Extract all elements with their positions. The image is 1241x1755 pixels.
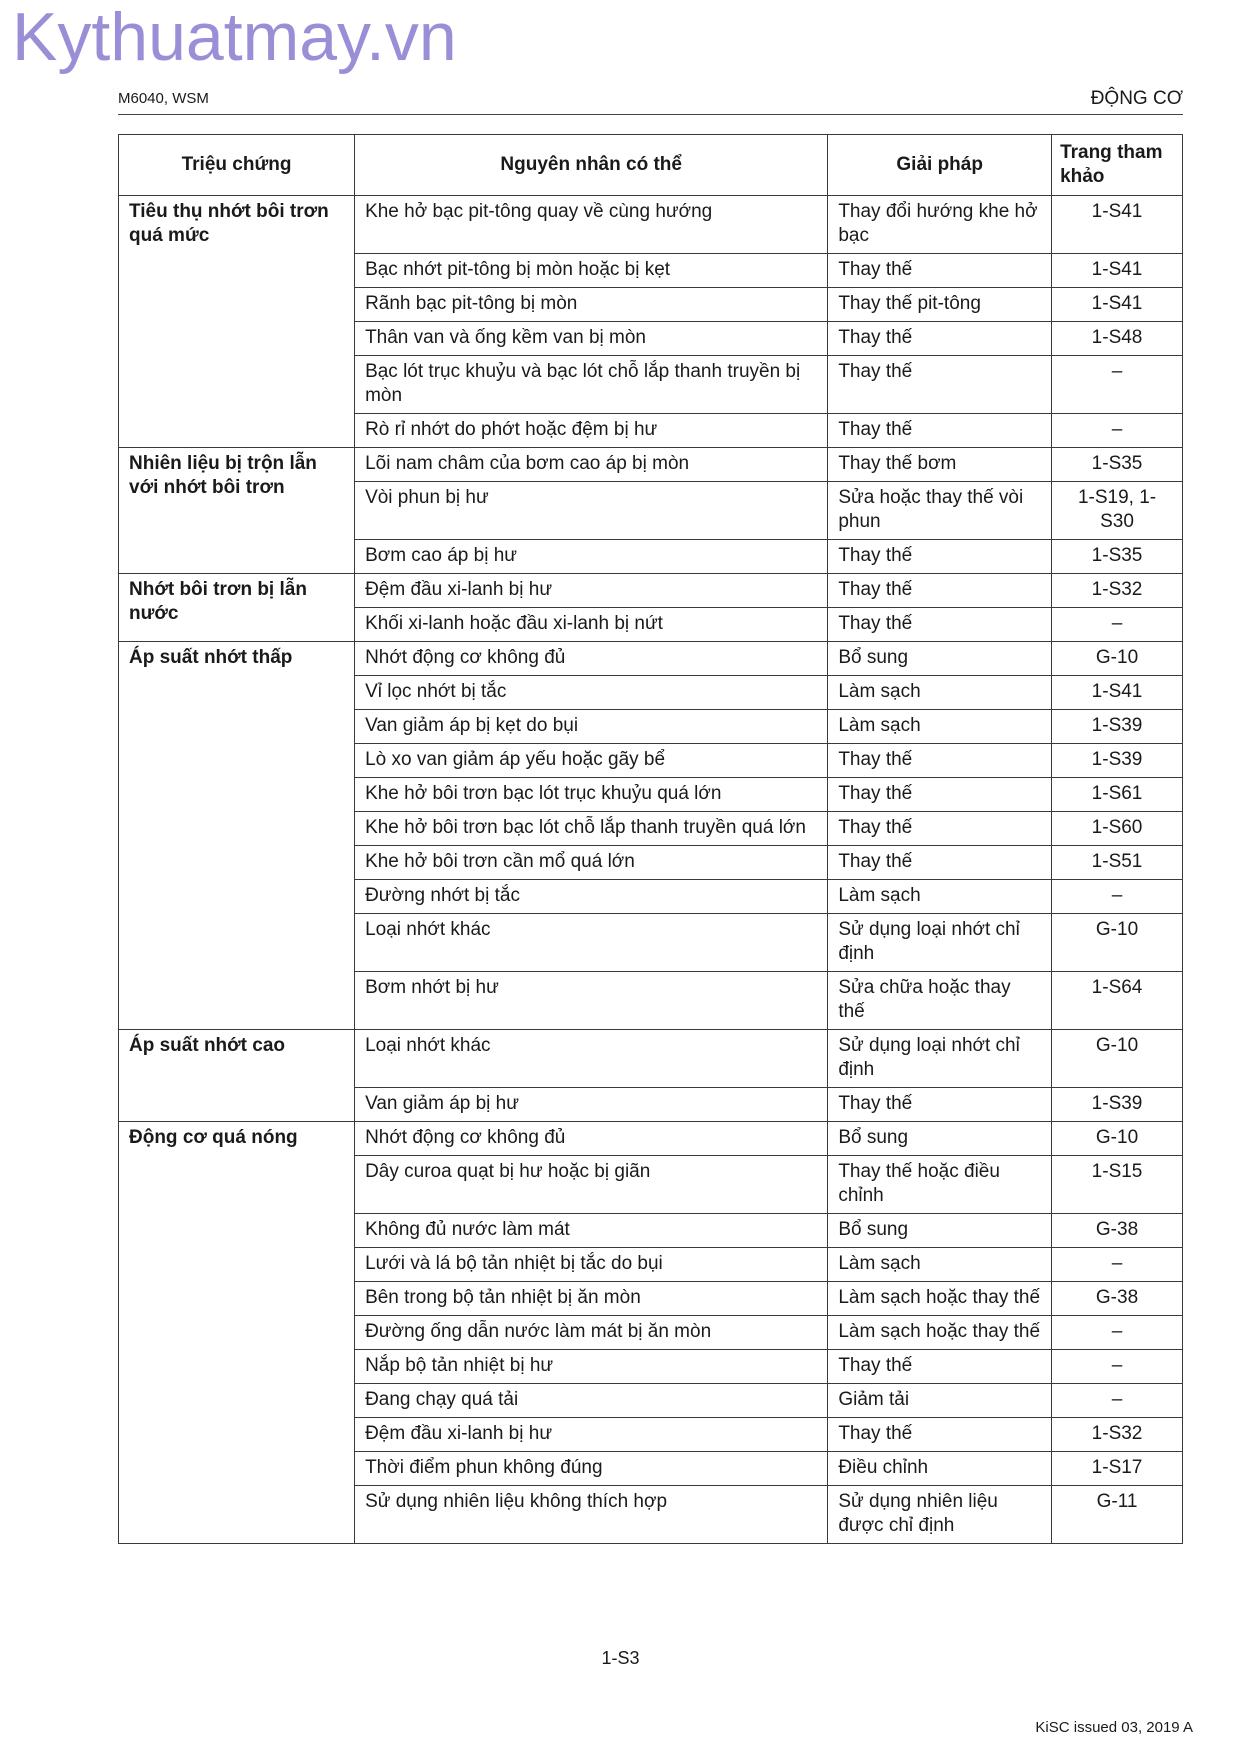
cause-cell: Van giảm áp bị hư <box>355 1088 828 1122</box>
reference-cell: 1-S19, 1-S30 <box>1052 482 1183 540</box>
table-row <box>119 1030 1183 1088</box>
reference-cell: – <box>1052 608 1183 642</box>
reference-cell: 1-S41 <box>1052 288 1183 322</box>
reference-cell: G-10 <box>1052 642 1183 676</box>
reference-cell: 1-S41 <box>1052 196 1183 254</box>
issued-note: KiSC issued 03, 2019 A <box>1035 1719 1193 1736</box>
cause-cell: Khe hở bạc pit-tông quay về cùng hướng <box>355 196 828 254</box>
header-section: ĐỘNG CƠ <box>1090 88 1183 109</box>
solution-cell: Thay đổi hướng khe hở bạc <box>828 196 1052 254</box>
reference-cell: G-10 <box>1052 914 1183 972</box>
symptom-cell: Nhiên liệu bị trộn lẫn với nhớt bôi trơn <box>119 448 355 574</box>
cause-cell: Đệm đầu xi-lanh bị hư <box>355 574 828 608</box>
reference-cell: 1-S41 <box>1052 676 1183 710</box>
reference-cell: 1-S35 <box>1052 540 1183 574</box>
cause-cell: Đường ống dẫn nước làm mát bị ăn mòn <box>355 1316 828 1350</box>
symptom-cell: Nhớt bôi trơn bị lẫn nước <box>119 574 355 642</box>
solution-cell: Thay thế <box>828 322 1052 356</box>
reference-cell: 1-S32 <box>1052 574 1183 608</box>
cause-cell: Nắp bộ tản nhiệt bị hư <box>355 1350 828 1384</box>
reference-cell: 1-S60 <box>1052 812 1183 846</box>
cause-cell: Đệm đầu xi-lanh bị hư <box>355 1418 828 1452</box>
reference-cell: 1-S61 <box>1052 778 1183 812</box>
solution-cell: Thay thế bơm <box>828 448 1052 482</box>
cause-cell: Vỉ lọc nhớt bị tắc <box>355 676 828 710</box>
solution-cell: Giảm tải <box>828 1384 1052 1418</box>
solution-cell: Làm sạch <box>828 880 1052 914</box>
column-header-solution: Giải pháp <box>828 135 1052 196</box>
reference-cell: – <box>1052 414 1183 448</box>
solution-cell: Thay thế <box>828 254 1052 288</box>
cause-cell: Không đủ nước làm mát <box>355 1214 828 1248</box>
reference-cell: – <box>1052 1384 1183 1418</box>
reference-cell: 1-S41 <box>1052 254 1183 288</box>
solution-cell: Thay thế <box>828 1418 1052 1452</box>
reference-cell: G-38 <box>1052 1282 1183 1316</box>
cause-cell: Khối xi-lanh hoặc đầu xi-lanh bị nứt <box>355 608 828 642</box>
reference-cell: – <box>1052 1350 1183 1384</box>
solution-cell: Làm sạch hoặc thay thế <box>828 1316 1052 1350</box>
reference-cell: G-38 <box>1052 1214 1183 1248</box>
solution-cell: Thay thế <box>828 608 1052 642</box>
reference-cell: 1-S51 <box>1052 846 1183 880</box>
cause-cell: Đường nhớt bị tắc <box>355 880 828 914</box>
symptom-cell: Động cơ quá nóng <box>119 1122 355 1544</box>
cause-cell: Sử dụng nhiên liệu không thích hợp <box>355 1486 828 1544</box>
cause-cell: Van giảm áp bị kẹt do bụi <box>355 710 828 744</box>
table-body <box>119 196 1183 1544</box>
watermark: Kythuatmay.vn <box>12 0 457 75</box>
header-divider <box>118 114 1183 115</box>
page-number: 1-S3 <box>601 1648 640 1668</box>
reference-cell: 1-S17 <box>1052 1452 1183 1486</box>
header-model: M6040, WSM <box>118 90 209 107</box>
cause-cell: Loại nhớt khác <box>355 1030 828 1088</box>
symptom-cell: Tiêu thụ nhớt bôi trơn quá mức <box>119 196 355 448</box>
reference-cell: G-11 <box>1052 1486 1183 1544</box>
cause-cell: Khe hở bôi trơn cần mổ quá lớn <box>355 846 828 880</box>
table-row <box>119 448 1183 482</box>
reference-cell: – <box>1052 1248 1183 1282</box>
reference-cell: 1-S39 <box>1052 710 1183 744</box>
reference-cell: – <box>1052 356 1183 414</box>
reference-cell: 1-S64 <box>1052 972 1183 1030</box>
troubleshooting-table <box>118 134 1183 1544</box>
solution-cell: Thay thế <box>828 414 1052 448</box>
solution-cell: Thay thế <box>828 1350 1052 1384</box>
solution-cell: Thay thế pit-tông <box>828 288 1052 322</box>
cause-cell: Lò xo van giảm áp yếu hoặc gãy bể <box>355 744 828 778</box>
cause-cell: Dây curoa quạt bị hư hoặc bị giãn <box>355 1156 828 1214</box>
cause-cell: Khe hở bôi trơn bạc lót trục khuỷu quá lớn <box>355 778 828 812</box>
cause-cell: Rò rỉ nhớt do phớt hoặc đệm bị hư <box>355 414 828 448</box>
reference-cell: 1-S15 <box>1052 1156 1183 1214</box>
reference-cell: – <box>1052 880 1183 914</box>
solution-cell: Sử dụng loại nhớt chỉ định <box>828 1030 1052 1088</box>
cause-cell: Nhớt động cơ không đủ <box>355 1122 828 1156</box>
cause-cell: Đang chạy quá tải <box>355 1384 828 1418</box>
cause-cell: Bạc nhớt pit-tông bị mòn hoặc bị kẹt <box>355 254 828 288</box>
table-row <box>119 196 1183 254</box>
solution-cell: Thay thế hoặc điều chỉnh <box>828 1156 1052 1214</box>
column-header-symptom: Triệu chứng <box>119 135 355 196</box>
reference-cell: 1-S39 <box>1052 744 1183 778</box>
solution-cell: Thay thế <box>828 1088 1052 1122</box>
cause-cell: Rãnh bạc pit-tông bị mòn <box>355 288 828 322</box>
solution-cell: Sửa hoặc thay thế vòi phun <box>828 482 1052 540</box>
solution-cell: Sử dụng nhiên liệu được chỉ định <box>828 1486 1052 1544</box>
column-header-reference: Trang tham khảo <box>1052 135 1183 196</box>
cause-cell: Thời điểm phun không đúng <box>355 1452 828 1486</box>
cause-cell: Khe hở bôi trơn bạc lót chỗ lắp thanh truyền quá lớn <box>355 812 828 846</box>
cause-cell: Bơm cao áp bị hư <box>355 540 828 574</box>
solution-cell: Thay thế <box>828 778 1052 812</box>
symptom-cell: Áp suất nhớt thấp <box>119 642 355 1030</box>
solution-cell: Làm sạch <box>828 710 1052 744</box>
table-row <box>119 642 1183 676</box>
solution-cell: Bổ sung <box>828 642 1052 676</box>
solution-cell: Bổ sung <box>828 1214 1052 1248</box>
reference-cell: 1-S35 <box>1052 448 1183 482</box>
solution-cell: Sửa chữa hoặc thay thế <box>828 972 1052 1030</box>
solution-cell: Thay thế <box>828 812 1052 846</box>
table-row <box>119 574 1183 608</box>
cause-cell: Vòi phun bị hư <box>355 482 828 540</box>
solution-cell: Bổ sung <box>828 1122 1052 1156</box>
reference-cell: 1-S32 <box>1052 1418 1183 1452</box>
reference-cell: 1-S48 <box>1052 322 1183 356</box>
solution-cell: Thay thế <box>828 846 1052 880</box>
solution-cell: Thay thế <box>828 540 1052 574</box>
solution-cell: Làm sạch <box>828 676 1052 710</box>
reference-cell: 1-S39 <box>1052 1088 1183 1122</box>
reference-cell: – <box>1052 1316 1183 1350</box>
symptom-cell: Áp suất nhớt cao <box>119 1030 355 1122</box>
column-header-cause: Nguyên nhân có thể <box>355 135 828 196</box>
solution-cell: Làm sạch <box>828 1248 1052 1282</box>
cause-cell: Bơm nhớt bị hư <box>355 972 828 1030</box>
table-row <box>119 1122 1183 1156</box>
cause-cell: Nhớt động cơ không đủ <box>355 642 828 676</box>
solution-cell: Sử dụng loại nhớt chỉ định <box>828 914 1052 972</box>
solution-cell: Thay thế <box>828 744 1052 778</box>
cause-cell: Loại nhớt khác <box>355 914 828 972</box>
solution-cell: Thay thế <box>828 574 1052 608</box>
cause-cell: Lưới và lá bộ tản nhiệt bị tắc do bụi <box>355 1248 828 1282</box>
table-header-row <box>119 135 1183 196</box>
solution-cell: Điều chỉnh <box>828 1452 1052 1486</box>
cause-cell: Lõi nam châm của bơm cao áp bị mòn <box>355 448 828 482</box>
cause-cell: Thân van và ống kềm van bị mòn <box>355 322 828 356</box>
reference-cell: G-10 <box>1052 1030 1183 1088</box>
cause-cell: Bên trong bộ tản nhiệt bị ăn mòn <box>355 1282 828 1316</box>
reference-cell: G-10 <box>1052 1122 1183 1156</box>
solution-cell: Thay thế <box>828 356 1052 414</box>
solution-cell: Làm sạch hoặc thay thế <box>828 1282 1052 1316</box>
cause-cell: Bạc lót trục khuỷu và bạc lót chỗ lắp thanh truyền bị mòn <box>355 356 828 414</box>
